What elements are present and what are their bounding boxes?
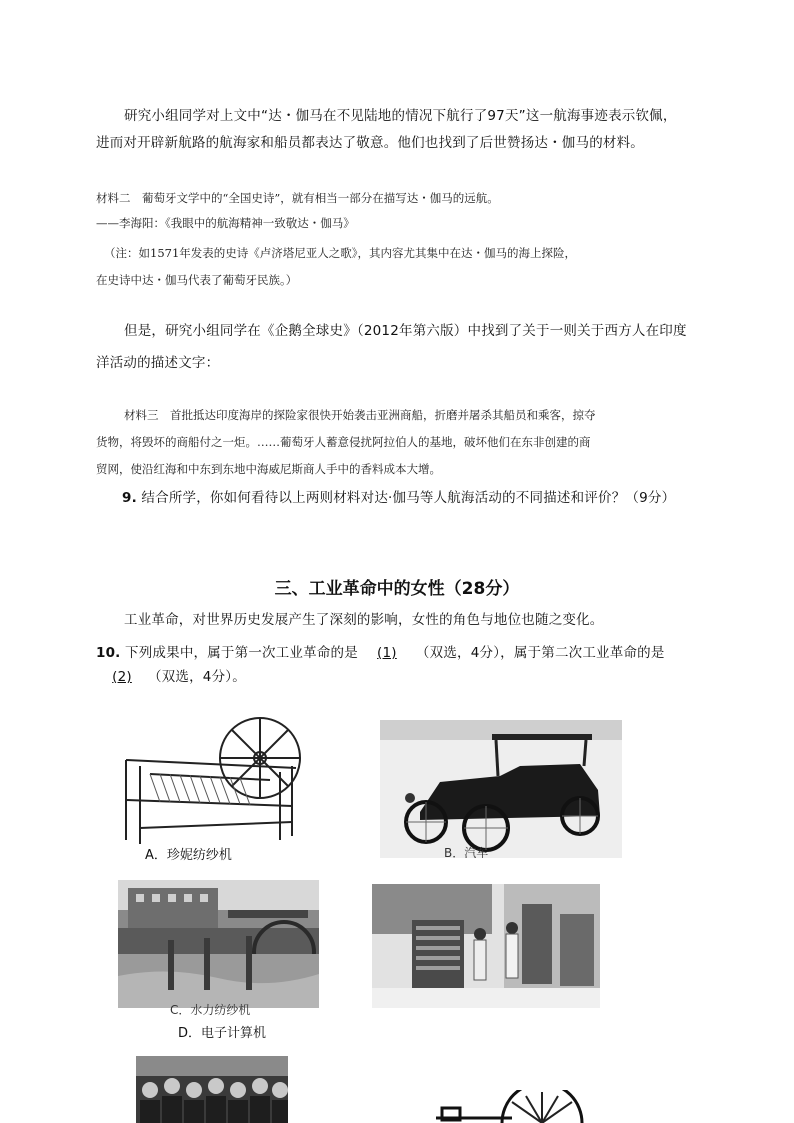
material-2-note-2: 在史诗中达・伽马代表了葡萄牙民族。） <box>96 273 298 287</box>
material-3-line-1: 材料三 首批抵达印度海岸的探险家很快开始袭击亚洲商船，折磨并屠杀其船员和乘客，掠夺 <box>124 408 596 422</box>
question-10-line-1 <box>96 640 714 667</box>
but-line-1: 但是，研究小组同学在《企鹅全球史》（2012年第六版）中找到了关于一则关于西方人在印度 <box>124 323 687 339</box>
group-photo-image <box>136 1056 288 1123</box>
material-3-line-3: 贸网，使沿红海和中东到东地中海威尼斯商人手中的香料成本大增。 <box>96 462 441 476</box>
spinning-jenny-image <box>120 710 310 848</box>
question-9-text: 结合所学，你如何看待以上两则材料对达·伽马等人航海活动的不同描述和评价？（9分） <box>141 490 676 506</box>
material-2-source: ——李海阳：《我眼中的航海精神一致敬达・伽马》 <box>96 216 355 230</box>
question-9 <box>122 485 740 512</box>
option-d-caption: D．电子计算机 <box>178 1026 267 1041</box>
section-3-title: 三、工业革命中的女性（28分） <box>274 579 520 599</box>
automobile-image <box>380 720 622 858</box>
question-9-number: 9. <box>122 490 137 506</box>
question-10-line-2 <box>96 664 714 691</box>
question-10-number: 10. <box>96 645 121 661</box>
option-b-caption: B．汽车 <box>444 846 489 858</box>
question-10-text-3: （双选，4分）。 <box>148 669 246 685</box>
material-2-line: 材料二 葡萄牙文学中的“全国史诗”，就有相当一部分在描写达・伽马的远航。 <box>96 191 499 205</box>
option-c-caption: C．水力纺纱机 <box>170 1003 251 1017</box>
question-10-text-1: 下列成果中，属于第一次工业革命的是 <box>125 645 358 661</box>
material-3-line-2: 货物，将毁坏的商船付之一炬。……葡萄牙人蓄意侵扰阿拉伯人的基地，破坏他们在东非创建的商 <box>96 435 591 449</box>
answer-blank-1[interactable]: (1) <box>377 645 397 661</box>
question-10-text-2: （双选，4分），属于第二次工业革命的是 <box>415 645 665 661</box>
water-mill-image <box>118 880 319 1008</box>
but-line-2: 洋活动的描述文字： <box>96 355 220 371</box>
intro-line-2: 进而对开辟新航路的航海家和船员都表达了敬意。他们也找到了后世赞扬达・伽马的材料。 <box>96 135 644 151</box>
section-3-intro: 工业革命，对世界历史发展产生了深刻的影响，女性的角色与地位也随之变化。 <box>124 612 604 628</box>
answer-blank-2[interactable]: (2) <box>112 669 132 685</box>
intro-line-1: 研究小组同学对上文中“达・伽马在不见陆地的情况下航行了97天”这一航海事迹表示钦佩， <box>124 108 677 124</box>
material-2-note-1: （注：如1571年发表的史诗《卢济塔尼亚人之歌》，其内容尤其集中在达・伽马的海上探险， <box>104 246 577 260</box>
computer-image <box>372 884 600 1008</box>
wheel-machine-image <box>432 1090 584 1123</box>
option-a-caption: A．珍妮纺纱机 <box>145 848 232 863</box>
